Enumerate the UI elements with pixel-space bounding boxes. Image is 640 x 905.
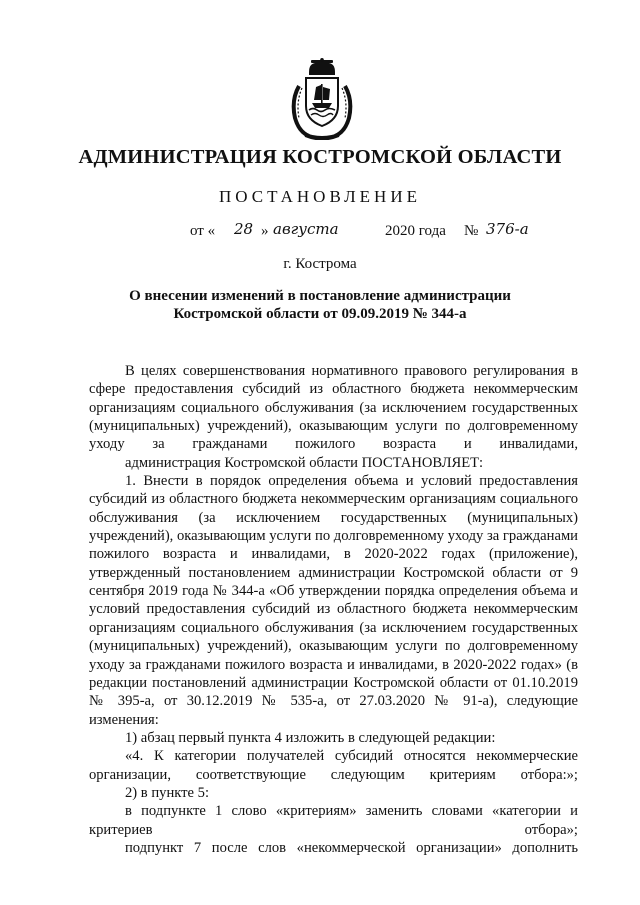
document-subject <box>0 287 640 323</box>
paragraph: В целях совершенствования нормативного правового регулирования в сфере предоставления субсидий из областного бюджета некоммерческим организациям социального обслуживания (за исключением государственных (муниципальных) учреждений), оказывающим услуги по долговременному уходу за гражданами пожилого возраста и инвалидами, <box>89 363 578 453</box>
subject-line-2: Костромской области от 09.09.2019 № 344-а <box>173 306 467 322</box>
date-month: августа <box>273 220 339 238</box>
document-type: ПОСТАНОВЛЕНИЕ <box>218 187 421 206</box>
document-body <box>89 362 578 857</box>
kostroma-coat-of-arms-icon <box>289 58 355 140</box>
paragraph: «4. К категории получателей субсидий относятся некоммерческие организации, соответствующие следующим критериям отбора:»; <box>89 748 578 783</box>
date-quote-close: » <box>261 223 269 239</box>
paragraph: 1. Внести в порядок определения объема и условий предоставления субсидий из областного бюджета некоммерческим организациям социального обслуживания (за исключением государственных (муниципальных) учреждений), оказывающим услуги по долговременному уходу за гражданами пожилого возраста и инвалидами, в 2020-2022 годах (приложение), утвержденный постановлением администрации Костромской области от 9 сентября 2019 года № 344-а «Об утверждении порядка определения объема и условий предоставления субсидий из областного бюджета некоммерческим организациям социального обслуживания (за исключением государственных (муниципальных) учреждений), оказывающим услуги по долговременному уходу за гражданами пожилого возраста и инвалидами, в 2020-2022 годах» (в редакции постановлений администрации Костромской области от 01.10.2019 № 395-а, от 30.12.2019 № 535-а, от 27.03.2020 № 91-а), следующие изменения: <box>89 473 578 728</box>
date-line <box>190 221 590 247</box>
organization-title: АДМИНИСТРАЦИЯ КОСТРОМСКОЙ ОБЛАСТИ <box>78 146 562 168</box>
subject-line-1: О внесении изменений в постановление администрации <box>129 288 511 304</box>
date-prefix: от « <box>190 223 216 239</box>
date-day: 28 <box>234 220 254 238</box>
paragraph: в подпункте 1 слово «критериям» заменить словами «категории и критериев отбора»; <box>89 803 578 838</box>
number-sign: № <box>464 223 479 239</box>
emblem <box>289 58 355 140</box>
document-number: 376-а <box>486 220 529 238</box>
date-year: 2020 года <box>385 223 446 239</box>
paragraph: 2) в пункте 5: <box>125 784 210 801</box>
paragraph: администрация Костромской области ПОСТАНОВЛЯЕТ: <box>125 454 484 471</box>
city: г. Кострома <box>283 256 357 272</box>
paragraph: 1) абзац первый пункта 4 изложить в следующей редакции: <box>125 729 496 746</box>
paragraph: подпункт 7 после слов «некоммерческой организации» дополнить <box>125 839 578 856</box>
